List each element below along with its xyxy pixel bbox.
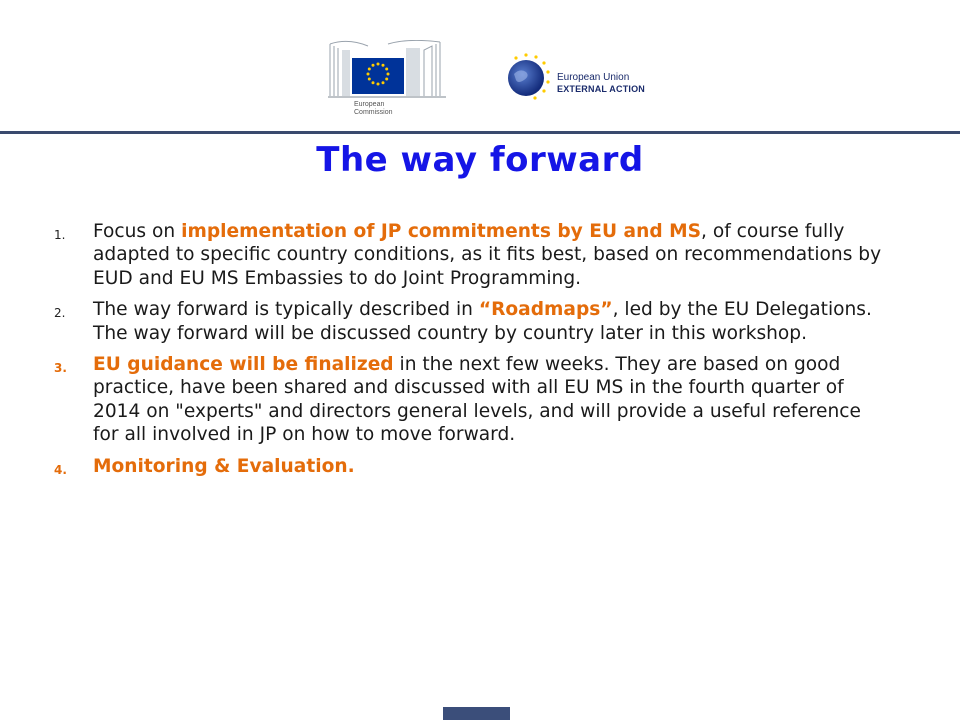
highlighted-text: implementation of JP commitments by EU and MS	[181, 221, 701, 242]
list-item-number: 3.	[54, 361, 67, 376]
eeas-name: European Union	[557, 72, 630, 83]
list-item	[54, 298, 884, 345]
header-divider	[0, 131, 960, 134]
numbered-list	[54, 220, 884, 486]
list-item	[54, 455, 884, 478]
body-text: in the next few weeks. They are based on good practice, have been shared and discussed with all EU MS in the fourth quarter of 2014 on "experts" and directors general levels, and will provide a useful reference for all involved in JP on how to move forward.	[93, 354, 861, 446]
list-item	[54, 353, 884, 447]
list-item	[54, 220, 884, 290]
highlighted-text: Monitoring & Evaluation.	[93, 455, 355, 477]
eeas-subtitle: EXTERNAL ACTION	[557, 84, 646, 94]
list-item-number: 1.	[54, 228, 66, 242]
slide-header	[0, 0, 960, 135]
eeas-logo-text	[557, 72, 645, 95]
body-text: , of course fully adapted to specific country conditions, as it fits best, based on recommendations by EUD and EU MS Embassies to do Joint Programming.	[93, 221, 882, 289]
eu-external-action-logo	[504, 50, 552, 102]
body-text: The way forward is typically described in	[93, 299, 479, 321]
highlighted-text: “Roadmaps”	[478, 299, 613, 321]
body-text: , led by the EU Delegations. The way forward will be discussed country by country later in this workshop.	[93, 299, 872, 344]
highlighted-text: EU guidance will be finalized	[93, 354, 394, 376]
footer-tab	[443, 707, 510, 720]
list-item-number: 2.	[54, 306, 66, 321]
list-item-number: 4.	[54, 462, 67, 477]
slide-title: The way forward	[316, 140, 644, 180]
ec-logo-caption: European Commission	[354, 101, 393, 116]
body-text: Focus on	[93, 221, 182, 242]
